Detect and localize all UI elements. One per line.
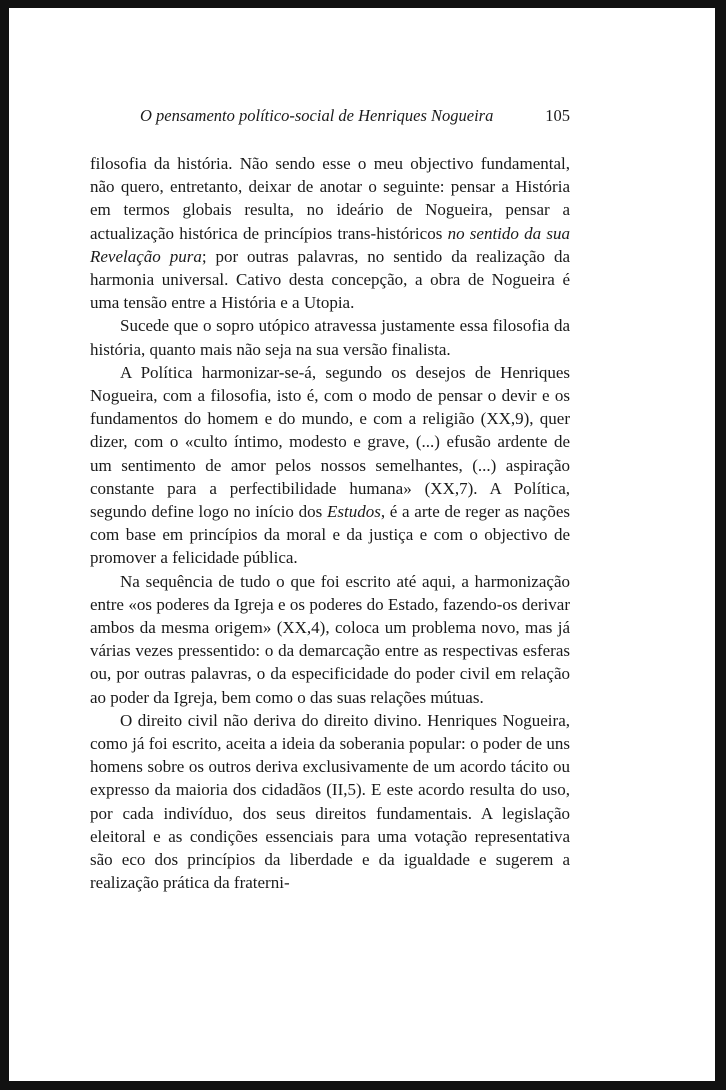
paragraph-1	[90, 152, 570, 314]
paragraph-3-end: , é a arte de reger as nações com base em princípios da moral e da justiça e com o objectivo de promover a felicidade pública.	[90, 502, 570, 568]
paragraph-1-italic: no sentido da sua Revelação pura	[90, 223, 570, 266]
paragraph-5: O direito civil não deriva do direito divino. Henriques Nogueira, como já foi escrito, aceita a ideia da soberania popular: o poder de uns homens sobre os outros deriva exclusivamente de um acordo tácito ou expresso da maioria dos cidadãos (II,5). E este acordo resulta do uso, por cada indivíduo, dos seus direitos fundamentais. A legislação eleitoral e as condições essenciais para uma votação representativa são eco dos princípios da liberdade e da igualdade e sugerem a realização prática da fraterni-	[90, 710, 570, 893]
body-text	[90, 152, 570, 895]
page-number: 105	[545, 106, 570, 125]
running-title: O pensamento político-social de Henriques Nogueira	[140, 106, 494, 125]
paragraph-3-text: A Política harmonizar-se-á, segundo os desejos de Henriques Nogueira, com a filosofia, isto é, com o modo de pensar o devir e os fundamentos do homem e do mundo, e com a religião (XX,9), quer dizer, com o «culto íntimo, modesto e grave, (...) efusão ardente de um sentimento de amor pelos nossos semelhantes, (...) aspiração constante para a perfectibilidade humana» (XX,7). A Política, segundo define logo no início dos	[90, 362, 570, 522]
paragraph-3-italic: Estudos	[326, 502, 381, 522]
page-header	[90, 106, 570, 130]
paragraph-3	[90, 361, 570, 570]
paragraph-1-end: ; por outras palavras, no sentido da realização da harmonia universal. Cativo desta concepção, a obra de Nogueira é uma tensão entre a História e a Utopia.	[90, 246, 570, 313]
paragraph-4: Na sequência de tudo o que foi escrito até aqui, a harmonização entre «os poderes da Igreja e os poderes do Estado, fazendo-os derivar ambos da mesma origem» (XX,4), coloca um problema novo, mas já várias vezes pressentido: o da demarcação entre as respectivas esferas ou, por outras palavras, o da especificidade do poder civil em relação ao poder da Igreja, bem como o das suas relações mútuas.	[90, 571, 570, 707]
paragraph-1-text: filosofia da história. Não sendo esse o meu objectivo fundamental, não quero, entretanto, deixar de anotar o seguinte: pensar a História em termos globais resulta, no ideário de Nogueira, pensar a actualização histórica de princípios trans-históricos	[90, 154, 570, 243]
paragraph-2: Sucede que o sopro utópico atravessa justamente essa filosofia da história, quanto mais não seja na sua versão finalista.	[90, 316, 570, 359]
